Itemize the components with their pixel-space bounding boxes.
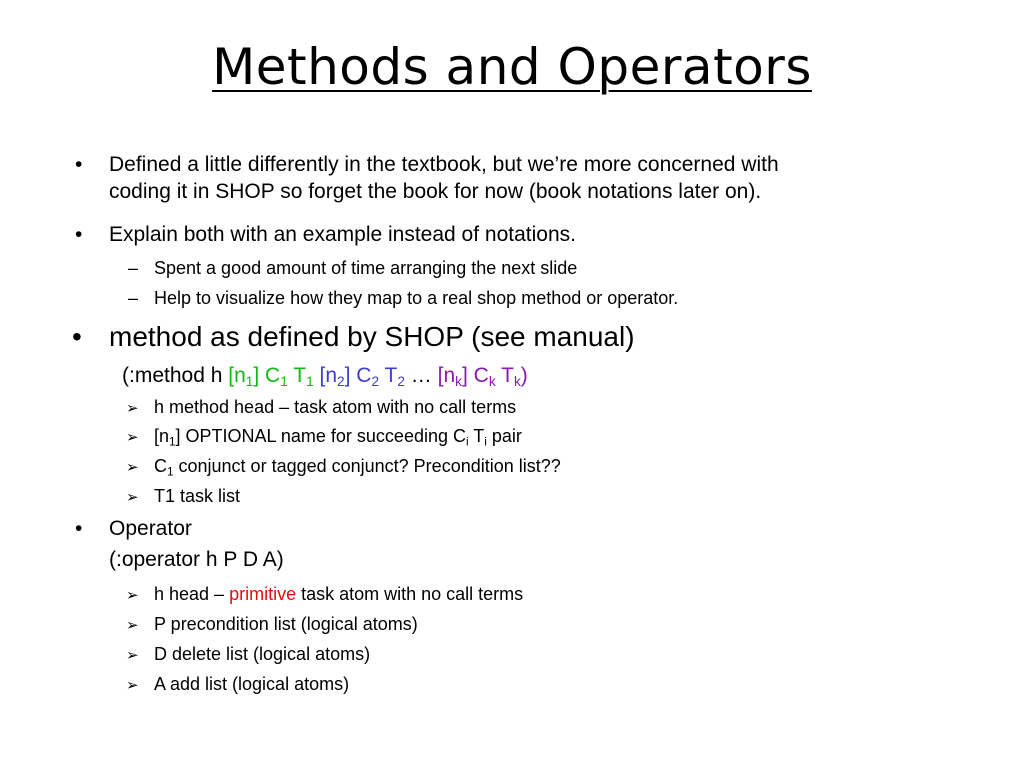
method-open: (:method h: [122, 364, 229, 387]
arrow-bullet-icon: ➢: [126, 459, 139, 476]
primitive-keyword: primitive: [229, 584, 297, 604]
method-ellipsis: …: [404, 364, 438, 387]
arrow-bullet-icon: ➢: [126, 647, 139, 664]
operator-item-p: P precondition list (logical atoms): [154, 614, 418, 634]
arrow-bullet-icon: ➢: [126, 617, 139, 634]
bullet-method-heading: method as defined by SHOP (see manual): [109, 321, 635, 352]
arrow-bullet-icon: ➢: [126, 429, 139, 446]
bullet-glyph: •: [75, 517, 83, 540]
arrow-bullet-icon: ➢: [126, 400, 139, 417]
bullet-glyph: •: [75, 153, 83, 176]
dash-glyph: –: [128, 258, 139, 278]
sub-bullet-help: Help to visualize how they map to a real shop method or operator.: [154, 288, 679, 308]
operator-item-d: D delete list (logical atoms): [154, 644, 371, 664]
method-nk: $[n_k]$ $C_k$ $T_k$): [437, 364, 528, 390]
method-syntax: [122, 364, 528, 388]
bullet-defined-line2: coding it in SHOP so forget the book for now (book notations later on).: [109, 180, 762, 203]
bullet-glyph: •: [72, 321, 82, 352]
operator-item-a: A add list (logical atoms): [154, 674, 350, 694]
arrow-bullet-icon: ➢: [126, 677, 139, 694]
method-item-t1: T1 task list: [154, 486, 241, 506]
method-item-h: h method head – task atom with no call terms: [154, 397, 517, 417]
arrow-bullet-icon: ➢: [126, 587, 139, 604]
bullet-explain: Explain both with an example instead of notations.: [109, 223, 576, 246]
method-item-c1: $C_1$ conjunct or tagged conjunct? Precondition list??: [154, 456, 561, 479]
bullet-operator-heading: Operator: [109, 517, 192, 540]
arrow-bullet-icon: ➢: [126, 489, 139, 506]
bullet-glyph: •: [75, 223, 83, 246]
dash-glyph: –: [128, 288, 139, 308]
operator-syntax: (:operator h P D A): [109, 548, 284, 571]
sub-bullet-spent: Spent a good amount of time arranging the next slide: [154, 258, 578, 278]
bullet-defined-line1: Defined a little differently in the textbook, but we’re more concerned with: [109, 153, 779, 176]
operator-item-h: h head – primitive task atom with no call terms: [154, 584, 524, 604]
slide-title: Methods and Operators: [212, 38, 812, 96]
method-n2: $[n_2]$ $C_2$ $T_2$: [319, 364, 405, 390]
method-item-n1: $[n_1]$ OPTIONAL name for succeeding $C_i$ $T_i$ pair: [154, 426, 522, 449]
method-n1: $[n_1]$ $C_1$ $T_1$: [228, 364, 314, 390]
